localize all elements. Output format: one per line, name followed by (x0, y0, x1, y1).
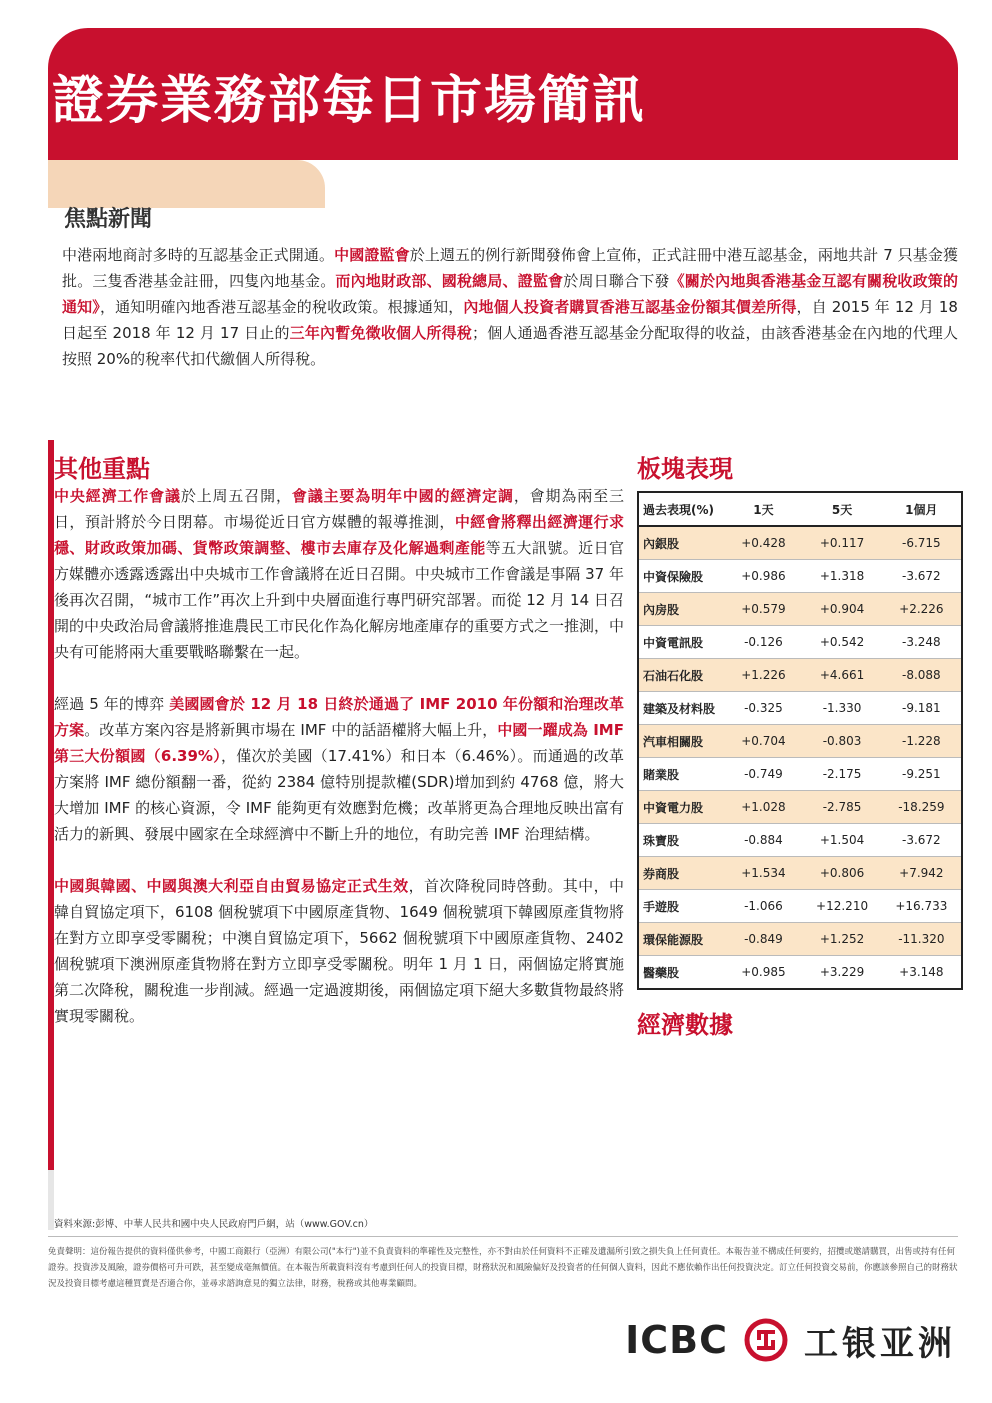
other-paragraph-3 (54, 873, 624, 1029)
return-5d: +0.542 (802, 626, 881, 659)
return-5d: +0.806 (802, 857, 881, 890)
other-paragraph-2 (54, 691, 624, 847)
header-1m: 1個月 (882, 492, 962, 526)
table-row (638, 857, 962, 890)
return-1m: -18.259 (882, 791, 962, 824)
return-5d: -2.175 (802, 758, 881, 791)
highlight-text: 而內地財政部、國稅總局、證監會 (335, 272, 564, 290)
return-1d: -0.884 (724, 824, 802, 857)
body-text: ；個人通過香港互認基金分配取得的收益，由該香港基金在內地的代理人按照 20%的稅率代扣代繳個人所得稅。 (62, 324, 958, 368)
body-text: 等五大訊號。近日官方媒體亦透露透露出中央城市工作會議將在近日召開。中央城市工作會議是事隔 37 年後再次召開，“城市工作”再次上升到中央層面進行專門研究部署。而從 12 月 14 日召開的中央政治局會議將推進農民工市民化作為化解房地產庫存的重要方式之一推測，中央有可能將兩大重要戰略聯繫在一起。 (54, 539, 625, 661)
table-row (638, 791, 962, 824)
highlight-text: 中經會將釋出經濟運行求穩、財政政策加碼、貨幣政策調整、樓市去庫存及化解過剩產能 (54, 513, 624, 557)
return-1m: -1.228 (882, 725, 962, 758)
sector-name: 內房股 (638, 593, 724, 626)
table-row (638, 824, 962, 857)
body-text: 。改革方案內容是將新興市場在 IMF 中的話語權將大幅上升， (84, 721, 498, 739)
return-1d: +0.986 (724, 560, 802, 593)
return-1m: +2.226 (882, 593, 962, 626)
return-1m: +7.942 (882, 857, 962, 890)
return-5d: +0.904 (802, 593, 881, 626)
other-paragraph-1 (54, 483, 624, 665)
return-1d: +0.428 (724, 526, 802, 560)
focus-news-title: 焦點新聞 (64, 207, 153, 232)
table-row (638, 923, 962, 956)
return-1d: +0.704 (724, 725, 802, 758)
return-1d: +0.985 (724, 956, 802, 990)
table-row (638, 956, 962, 990)
body-text: ，通知明確內地香港互認基金的稅收政策。根據通知， (99, 298, 464, 316)
focus-news-body (62, 242, 958, 372)
table-row (638, 560, 962, 593)
disclaimer: 免責聲明：這份報告提供的資料僅供參考，中國工商銀行（亞洲）有限公司("本行")並不負責資料的準確性及完整性，亦不對由於任何資料不正確及遺漏所引致之損失負上任何責任。本報告並不構成任何要約，招攬或邀請購買，出售或持有任何證券。投資涉及風險，證券價格可升可跌，甚至變成毫無價值。在本報告所載資料沒有考慮到任何人的投資目標，財務狀況和風險偏好及投資者的任何個人資料，因此不應依賴作出任何投資決定。訂立任何投資交易前，你應該參照自己的財務狀況及投資目標考慮這種買賣是否適合你，並尋求諮詢意見的獨立法律，財務，稅務或其他專業顧問。 (48, 1247, 958, 1289)
source-note: 資料來源:彭博、中華人民共和國中央人民政府門戶網，站（www.GOV.cn） (54, 1219, 374, 1230)
table-row (638, 526, 962, 560)
return-1m: -9.251 (882, 758, 962, 791)
return-1d: -0.849 (724, 923, 802, 956)
return-1d: -0.325 (724, 692, 802, 725)
logo-wordmark-cn: 工银亚洲 (804, 1323, 956, 1364)
footer-divider (48, 1236, 958, 1237)
economic-data-title: 經濟數據 (637, 1011, 733, 1039)
logo-wordmark-en: ICBC (625, 1318, 728, 1362)
sector-name: 手遊股 (638, 890, 724, 923)
body-text: 於上週五的例行新聞發佈會上宣佈，正式註冊中港互認基金，兩地共計 7 只基金獲批。三隻香港基金註冊，四隻內地基金。 (62, 246, 958, 290)
return-5d: +0.117 (802, 526, 881, 560)
table-header-row (638, 492, 962, 526)
return-5d: +1.504 (802, 824, 881, 857)
return-5d: -1.330 (802, 692, 881, 725)
return-1m: -8.088 (882, 659, 962, 692)
return-1d: +1.534 (724, 857, 802, 890)
return-1m: +3.148 (882, 956, 962, 990)
return-5d: -2.785 (802, 791, 881, 824)
icbc-logo (625, 1316, 956, 1364)
return-1m: -11.320 (882, 923, 962, 956)
body-text: 中港兩地商討多時的互認基金正式開通。 (62, 246, 335, 264)
body-text: 經過 5 年的博弈 (54, 695, 170, 713)
body-text: ，首次降稅同時啓動。其中，中韓自貿協定項下，6108 個稅號項下中國原產貨物、1649 個稅號項下韓國原產貨物將在對方立即享受零關稅；中澳自貿協定項下，5662 個稅號項下中國原產貨物、2402 個稅號項下澳洲原產貨物將在對方立即享受零關稅。明年 1 月 1 日，兩個協定將實施第二次降稅，關稅進一步削減。經過一定過渡期後，兩個協定項下絕大多數貨物最終將實現零關稅。 (54, 877, 625, 1025)
sector-name: 醫藥股 (638, 956, 724, 990)
header-5d: 5天 (802, 492, 881, 526)
return-5d: +1.252 (802, 923, 881, 956)
sector-name: 內銀股 (638, 526, 724, 560)
sector-name: 中資電力股 (638, 791, 724, 824)
body-text: 於上周五召開， (180, 487, 292, 505)
return-1d: +0.579 (724, 593, 802, 626)
other-highlights-title: 其他重點 (54, 455, 150, 483)
return-1m: -6.715 (882, 526, 962, 560)
return-1m: -9.181 (882, 692, 962, 725)
table-row (638, 725, 962, 758)
sector-name: 環保能源股 (638, 923, 724, 956)
table-row (638, 659, 962, 692)
highlight-text: 中國證監會 (334, 246, 410, 264)
return-1d: -1.066 (724, 890, 802, 923)
sector-name: 汽車相關股 (638, 725, 724, 758)
return-5d: +1.318 (802, 560, 881, 593)
icbc-emblem-icon (744, 1318, 788, 1362)
return-1d: +1.028 (724, 791, 802, 824)
highlight-text: 中國與韓國、中國與澳大利亞自由貿易協定正式生效 (54, 877, 409, 895)
header-period: 過去表現(%) (638, 492, 724, 526)
return-1m: +16.733 (882, 890, 962, 923)
sector-name: 石油石化股 (638, 659, 724, 692)
highlight-text: 中國一躍成為 IMF 第三大份額國（6.39%） (54, 721, 624, 765)
sector-name: 中資電訊股 (638, 626, 724, 659)
table-row (638, 626, 962, 659)
sector-performance-table (637, 491, 963, 990)
return-1m: -3.672 (882, 824, 962, 857)
return-5d: -0.803 (802, 725, 881, 758)
body-text: ，僅次於美國（17.41%）和日本（6.46%）。而通過的改革方案將 IMF 總份額翻一番，從約 2384 億特別提款權(SDR)增加到約 4768 億，將大大增加 IMF 的核心資源，令 IMF 能夠更有效應對危機；改革將更為合理地反映出富有活力的新興、發展中國家在全球經濟中不斷上升的地位，有助完善 IMF 治理結構。 (54, 747, 624, 843)
return-1d: -0.749 (724, 758, 802, 791)
highlight-text: 會議主要為明年中國的經濟定調 (291, 487, 514, 505)
page-title: 證券業務部每日市場簡訊 (52, 71, 647, 131)
sector-name: 賭業股 (638, 758, 724, 791)
highlight-text: 《關於內地與香港基金互認有關稅收政策的通知》 (62, 272, 958, 316)
header-1d: 1天 (724, 492, 802, 526)
sector-name: 珠寶股 (638, 824, 724, 857)
sector-performance-title: 板塊表現 (637, 455, 733, 483)
return-5d: +4.661 (802, 659, 881, 692)
other-highlights-body (54, 483, 624, 1029)
return-1m: -3.248 (882, 626, 962, 659)
body-text: ，自 2015 年 12 月 18 日起至 2018 年 12 月 17 日止的 (62, 298, 958, 342)
highlight-text: 中央經濟工作會議 (54, 487, 181, 505)
highlight-text: 三年內暫免徵收個人所得稅 (289, 324, 472, 342)
highlight-text: 美國國會於 12 月 18 日終於通過了 IMF 2010 年份額和治理改革方案 (54, 695, 624, 739)
return-5d: +12.210 (802, 890, 881, 923)
focus-tab (48, 160, 325, 208)
table-row (638, 758, 962, 791)
highlight-text: 內地個人投資者購買香港互認基金份額其價差所得 (463, 298, 797, 316)
table-row (638, 692, 962, 725)
table-row (638, 890, 962, 923)
return-1d: -0.126 (724, 626, 802, 659)
body-text: 於周日聯合下發 (563, 272, 670, 290)
report-date: 21 DEC 2015 (723, 168, 922, 188)
sector-name: 券商股 (638, 857, 724, 890)
sector-name: 中資保險股 (638, 560, 724, 593)
sector-name: 建築及材料股 (638, 692, 724, 725)
return-5d: +3.229 (802, 956, 881, 990)
return-1m: -3.672 (882, 560, 962, 593)
table-row (638, 593, 962, 626)
body-text: ，會期為兩至三日，預計將於今日閉幕。市場從近日官方媒體的報導推測， (54, 487, 624, 531)
return-1d: +1.226 (724, 659, 802, 692)
